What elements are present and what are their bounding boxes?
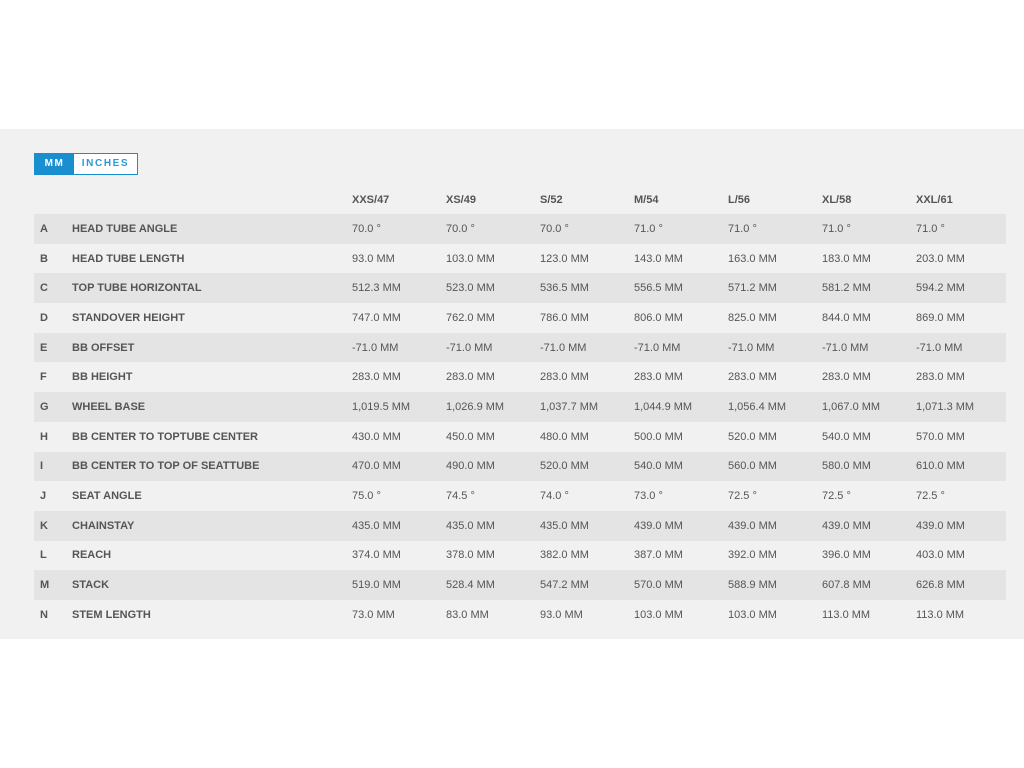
size-header: S/52 — [540, 193, 563, 206]
row-value: 430.0 MM — [348, 422, 442, 452]
row-value: 378.0 MM — [442, 541, 536, 571]
row-value: 806.0 MM — [630, 303, 724, 333]
unit-mm-button[interactable]: MM — [35, 154, 74, 174]
row-value: 123.0 MM — [536, 244, 630, 274]
row-value: 71.0 ° — [630, 214, 724, 244]
row-value: -71.0 MM — [536, 333, 630, 363]
row-value: 72.5 ° — [724, 481, 818, 511]
row-value: 70.0 ° — [348, 214, 442, 244]
row-value: 547.2 MM — [536, 570, 630, 600]
row-value: 382.0 MM — [536, 541, 630, 571]
row-value: 203.0 MM — [912, 244, 1006, 274]
row-value: 570.0 MM — [912, 422, 1006, 452]
row-value: 71.0 ° — [912, 214, 1006, 244]
row-value: 1,044.9 MM — [630, 392, 724, 422]
table-row — [34, 273, 1006, 303]
row-value: 283.0 MM — [818, 362, 912, 392]
row-letter: D — [34, 303, 68, 333]
row-value: 103.0 MM — [724, 600, 818, 630]
row-value: 387.0 MM — [630, 541, 724, 571]
row-value: 75.0 ° — [348, 481, 442, 511]
row-value: 113.0 MM — [912, 600, 1006, 630]
row-measurement-name: REACH — [68, 541, 348, 571]
size-header: XXL/61 — [916, 193, 953, 206]
row-measurement-name: BB CENTER TO TOP OF SEATTUBE — [68, 452, 348, 482]
row-measurement-name: BB OFFSET — [68, 333, 348, 363]
row-value: 762.0 MM — [442, 303, 536, 333]
row-letter: M — [34, 570, 68, 600]
row-value: 71.0 ° — [724, 214, 818, 244]
table-row — [34, 214, 1006, 244]
unit-toggle — [34, 153, 138, 175]
row-value: 70.0 ° — [442, 214, 536, 244]
size-header: XL/58 — [822, 193, 852, 206]
row-value: 519.0 MM — [348, 570, 442, 600]
unit-inches-button[interactable]: INCHES — [74, 154, 137, 174]
table-row — [34, 422, 1006, 452]
row-value: 520.0 MM — [724, 422, 818, 452]
table-row — [34, 541, 1006, 571]
row-letter: E — [34, 333, 68, 363]
table-row — [34, 452, 1006, 482]
table-row — [34, 333, 1006, 363]
row-value: 435.0 MM — [536, 511, 630, 541]
row-value: 73.0 MM — [348, 600, 442, 630]
size-header-row — [34, 185, 1006, 214]
row-letter: I — [34, 452, 68, 482]
row-value: 396.0 MM — [818, 541, 912, 571]
size-header: L/56 — [728, 193, 751, 206]
row-value: 70.0 ° — [536, 214, 630, 244]
row-value: 283.0 MM — [912, 362, 1006, 392]
row-value: 83.0 MM — [442, 600, 536, 630]
row-value: 439.0 MM — [630, 511, 724, 541]
size-header: XXS/47 — [352, 193, 390, 206]
row-value: 72.5 ° — [818, 481, 912, 511]
row-value: 570.0 MM — [630, 570, 724, 600]
row-value: 439.0 MM — [818, 511, 912, 541]
geometry-table — [34, 185, 1006, 630]
size-header: XS/49 — [446, 193, 476, 206]
size-header: M/54 — [634, 193, 659, 206]
table-row — [34, 570, 1006, 600]
row-value: 523.0 MM — [442, 273, 536, 303]
row-letter: L — [34, 541, 68, 571]
row-value: 283.0 MM — [724, 362, 818, 392]
row-value: 1,071.3 MM — [912, 392, 1006, 422]
row-letter: J — [34, 481, 68, 511]
row-value: 93.0 MM — [348, 244, 442, 274]
row-value: 490.0 MM — [442, 452, 536, 482]
row-letter: A — [34, 214, 68, 244]
row-value: -71.0 MM — [912, 333, 1006, 363]
row-letter: H — [34, 422, 68, 452]
row-value: 560.0 MM — [724, 452, 818, 482]
row-value: 512.3 MM — [348, 273, 442, 303]
row-value: 283.0 MM — [630, 362, 724, 392]
row-value: 1,056.4 MM — [724, 392, 818, 422]
row-value: 1,037.7 MM — [536, 392, 630, 422]
row-value: 594.2 MM — [912, 273, 1006, 303]
row-value: 439.0 MM — [724, 511, 818, 541]
geometry-panel — [0, 129, 1024, 639]
row-value: 403.0 MM — [912, 541, 1006, 571]
row-value: 556.5 MM — [630, 273, 724, 303]
row-letter: B — [34, 244, 68, 274]
row-value: -71.0 MM — [348, 333, 442, 363]
row-value: 73.0 ° — [630, 481, 724, 511]
row-value: 626.8 MM — [912, 570, 1006, 600]
row-value: 93.0 MM — [536, 600, 630, 630]
row-value: 1,019.5 MM — [348, 392, 442, 422]
row-value: 74.0 ° — [536, 481, 630, 511]
row-value: 143.0 MM — [630, 244, 724, 274]
row-value: 470.0 MM — [348, 452, 442, 482]
row-value: -71.0 MM — [442, 333, 536, 363]
row-value: 480.0 MM — [536, 422, 630, 452]
row-value: 536.5 MM — [536, 273, 630, 303]
table-row — [34, 511, 1006, 541]
row-value: 581.2 MM — [818, 273, 912, 303]
row-value: 283.0 MM — [442, 362, 536, 392]
table-row — [34, 362, 1006, 392]
row-value: 580.0 MM — [818, 452, 912, 482]
row-value: 113.0 MM — [818, 600, 912, 630]
table-row — [34, 303, 1006, 333]
row-value: 869.0 MM — [912, 303, 1006, 333]
row-value: -71.0 MM — [630, 333, 724, 363]
row-value: 825.0 MM — [724, 303, 818, 333]
table-row — [34, 481, 1006, 511]
row-value: 571.2 MM — [724, 273, 818, 303]
row-value: 520.0 MM — [536, 452, 630, 482]
row-value: 183.0 MM — [818, 244, 912, 274]
row-measurement-name: BB CENTER TO TOPTUBE CENTER — [68, 422, 348, 452]
row-measurement-name: HEAD TUBE LENGTH — [68, 244, 348, 274]
table-row — [34, 600, 1006, 630]
row-value: 450.0 MM — [442, 422, 536, 452]
row-measurement-name: STEM LENGTH — [68, 600, 348, 630]
row-letter: G — [34, 392, 68, 422]
row-value: 392.0 MM — [724, 541, 818, 571]
row-letter: N — [34, 600, 68, 630]
row-value: 528.4 MM — [442, 570, 536, 600]
row-measurement-name: HEAD TUBE ANGLE — [68, 214, 348, 244]
row-value: 71.0 ° — [818, 214, 912, 244]
row-value: 610.0 MM — [912, 452, 1006, 482]
row-value: 844.0 MM — [818, 303, 912, 333]
row-letter: C — [34, 273, 68, 303]
row-letter: F — [34, 362, 68, 392]
row-value: 283.0 MM — [348, 362, 442, 392]
row-measurement-name: TOP TUBE HORIZONTAL — [68, 273, 348, 303]
row-value: 747.0 MM — [348, 303, 442, 333]
row-value: 540.0 MM — [630, 452, 724, 482]
row-value: 435.0 MM — [442, 511, 536, 541]
row-value: -71.0 MM — [724, 333, 818, 363]
row-value: 283.0 MM — [536, 362, 630, 392]
row-value: 607.8 MM — [818, 570, 912, 600]
row-value: 103.0 MM — [630, 600, 724, 630]
row-value: -71.0 MM — [818, 333, 912, 363]
row-measurement-name: SEAT ANGLE — [68, 481, 348, 511]
row-value: 103.0 MM — [442, 244, 536, 274]
row-value: 588.9 MM — [724, 570, 818, 600]
row-value: 163.0 MM — [724, 244, 818, 274]
row-value: 1,026.9 MM — [442, 392, 536, 422]
table-row — [34, 392, 1006, 422]
table-row — [34, 244, 1006, 274]
row-value: 72.5 ° — [912, 481, 1006, 511]
row-measurement-name: WHEEL BASE — [68, 392, 348, 422]
row-measurement-name: CHAINSTAY — [68, 511, 348, 541]
row-value: 374.0 MM — [348, 541, 442, 571]
row-value: 1,067.0 MM — [818, 392, 912, 422]
row-measurement-name: BB HEIGHT — [68, 362, 348, 392]
row-value: 439.0 MM — [912, 511, 1006, 541]
row-value: 500.0 MM — [630, 422, 724, 452]
row-measurement-name: STACK — [68, 570, 348, 600]
row-value: 786.0 MM — [536, 303, 630, 333]
row-letter: K — [34, 511, 68, 541]
row-value: 540.0 MM — [818, 422, 912, 452]
row-value: 435.0 MM — [348, 511, 442, 541]
row-measurement-name: STANDOVER HEIGHT — [68, 303, 348, 333]
row-value: 74.5 ° — [442, 481, 536, 511]
